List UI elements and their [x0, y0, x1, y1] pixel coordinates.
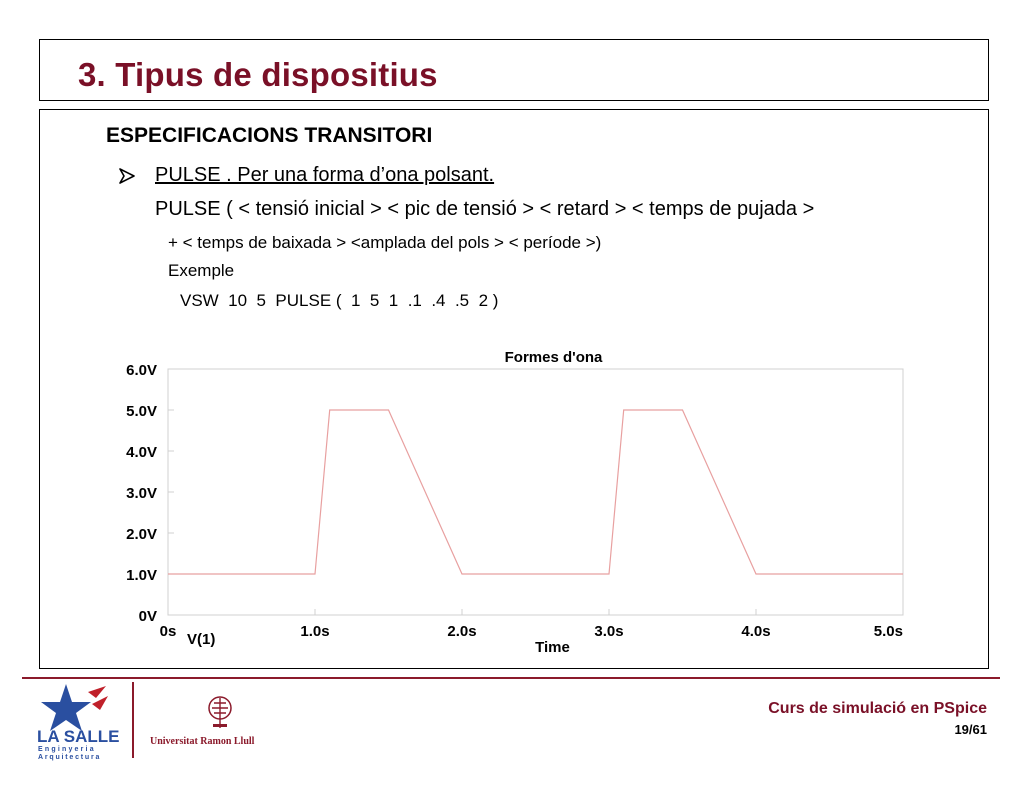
page-number: 19/61: [954, 722, 987, 737]
y-tick-label: 1.0V: [126, 567, 157, 584]
example-code: VSW 10 5 PULSE ( 1 5 1 .1 .4 .5 2 ): [180, 291, 499, 310]
x-tick-label: 1.0s: [300, 623, 330, 640]
y-tick-label: 3.0V: [126, 485, 157, 502]
logo-lasalle-text: LA SALLE: [37, 727, 120, 746]
footer-vertical-divider: [132, 682, 134, 758]
pulse-syntax-continued: + < temps de baixada > <amplada del pols > < període >): [168, 233, 602, 252]
chart-title: Formes d'ona: [504, 349, 603, 366]
y-tick-label: 2.0V: [126, 526, 157, 543]
x-tick-label: 2.0s: [447, 623, 477, 640]
footer-divider: [22, 677, 1000, 679]
y-tick-label: 4.0V: [126, 444, 157, 461]
x-axis-label: Time: [535, 639, 570, 656]
pulse-syntax: PULSE ( < tensió inicial > < pic de tensió > < retard > < temps de pujada >: [155, 198, 815, 220]
x-tick-label: 4.0s: [741, 623, 771, 640]
x-tick-label: 3.0s: [594, 623, 624, 640]
x-tick-label: 5.0s: [873, 623, 903, 640]
logo-lasalle-sub1: Enginyeria: [38, 746, 96, 753]
example-label: Exemple: [168, 261, 235, 280]
y-tick-label: 5.0V: [126, 403, 157, 420]
bullet-text: PULSE . Per una forma d’ona polsant.: [155, 164, 495, 186]
x-tick-label: 0s: [159, 623, 177, 640]
course-title: Curs de simulació en PSpice: [768, 700, 987, 717]
plot-frame: [168, 369, 903, 615]
section-heading: ESPECIFICACIONS TRANSITORI: [106, 124, 433, 147]
legend-series-label: V(1): [187, 631, 216, 648]
y-tick-label: 6.0V: [126, 362, 157, 379]
y-tick-label: 0V: [138, 608, 157, 625]
logo-lasalle-sub2: Arquitectura: [38, 754, 102, 761]
series-line-v1: [168, 410, 903, 574]
slide-title: 3. Tipus de dispositius: [78, 56, 438, 93]
university-name: Universitat Ramon Llull: [150, 736, 255, 747]
la-salle-logo: [36, 682, 126, 762]
